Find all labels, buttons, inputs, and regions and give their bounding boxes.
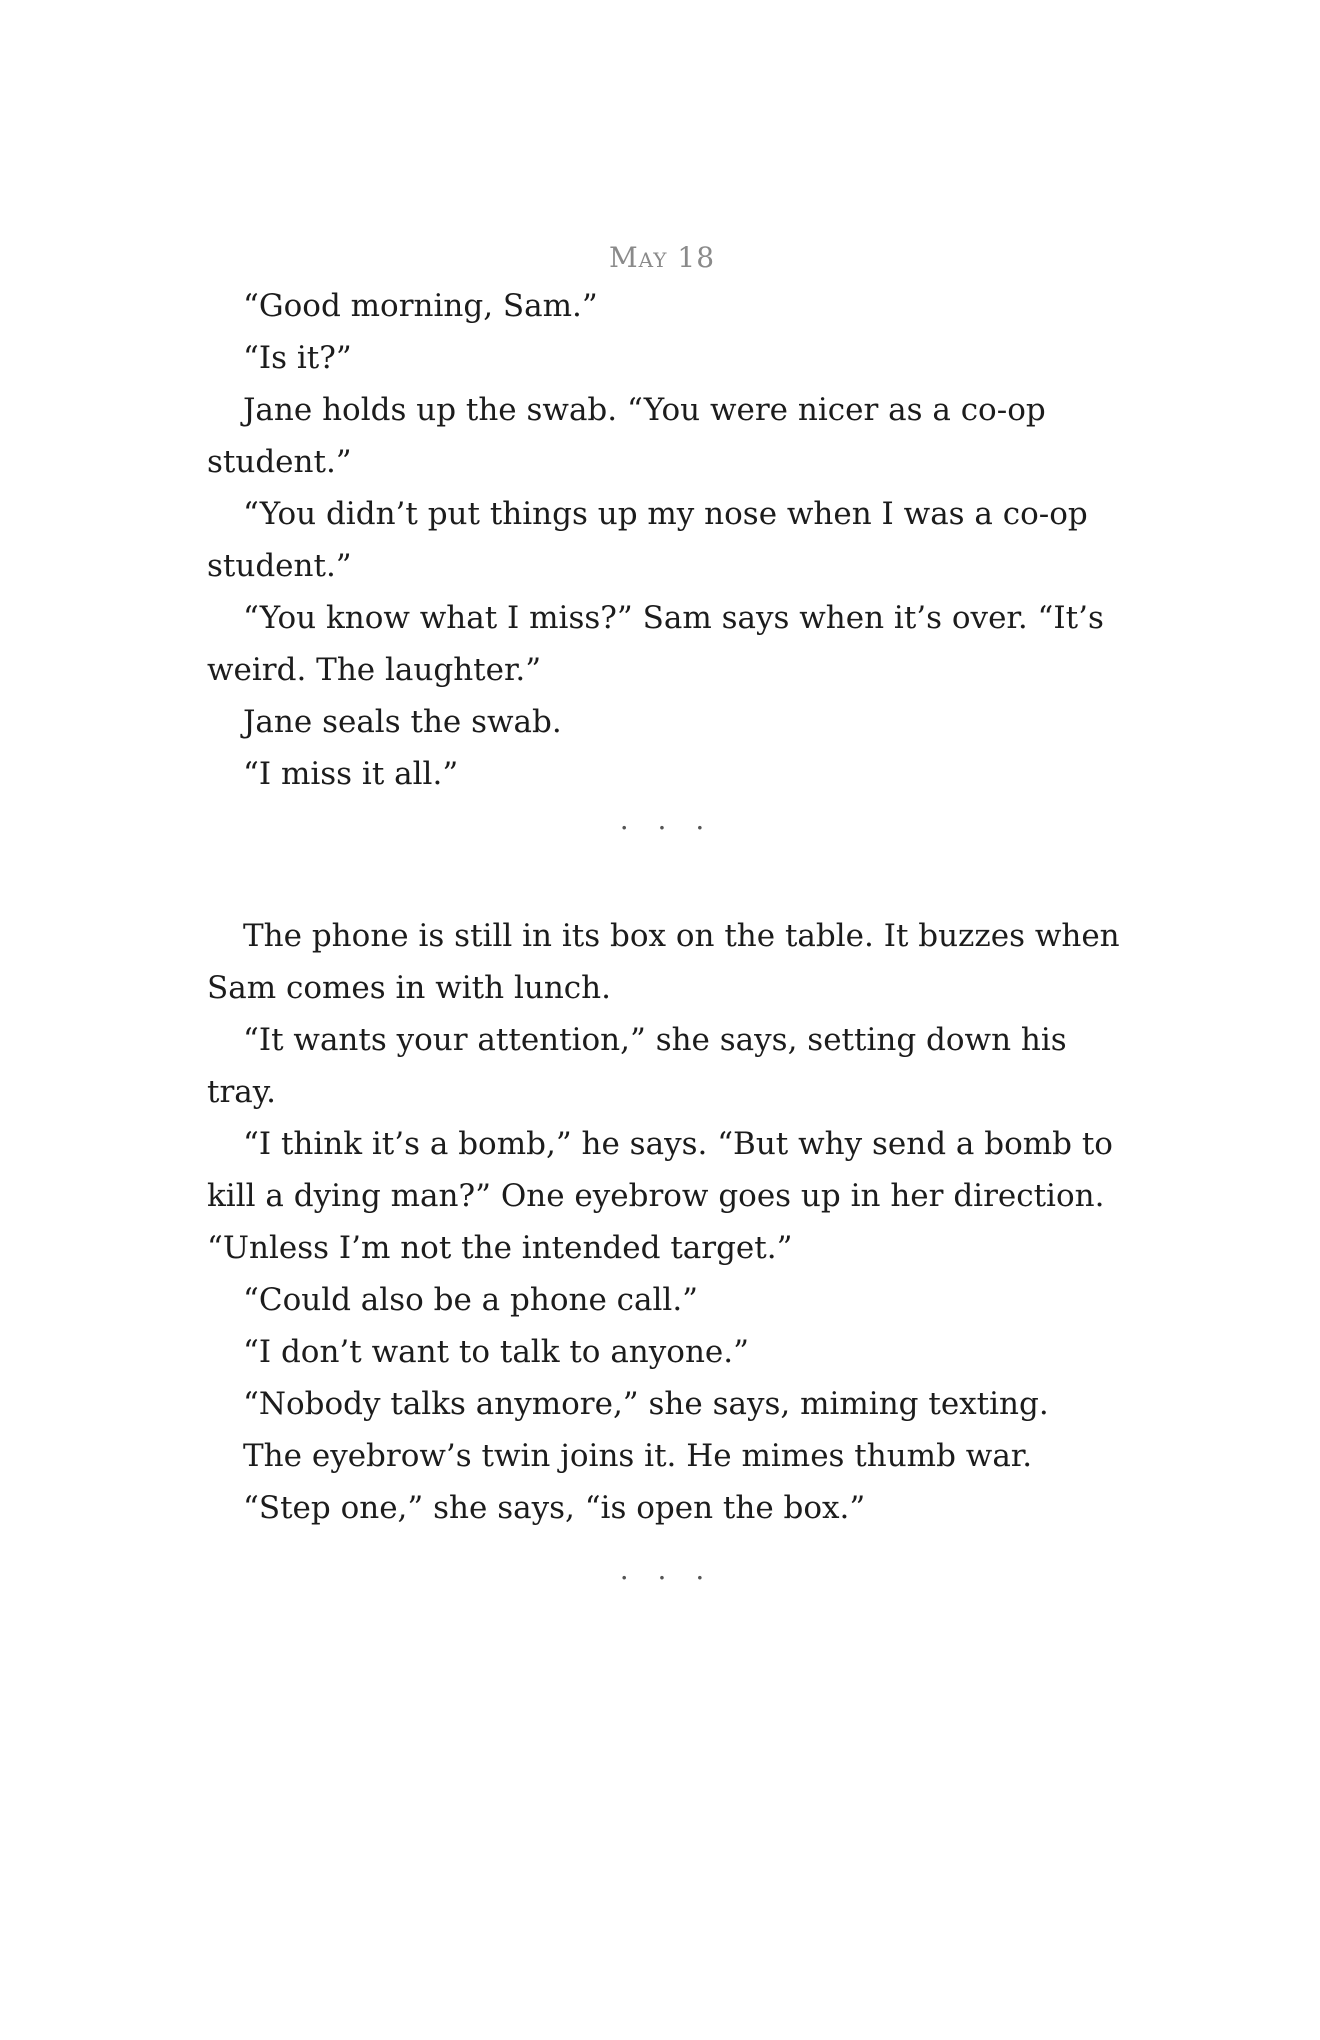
paragraph: Jane seals the swab. — [243, 704, 562, 740]
paragraph: “Good morning, Sam.” — [243, 288, 598, 324]
paragraph: “You know what I miss?” Sam says when it’s over. “It’s weird. The laughter.” — [207, 600, 1104, 688]
paragraph: “Is it?” — [243, 340, 352, 376]
paragraph: “Nobody talks anymore,” she says, miming texting. — [243, 1386, 1049, 1422]
paragraph: “I miss it all.” — [243, 756, 459, 792]
paragraph: “You didn’t put things up my nose when I was a co-op student.” — [207, 496, 1088, 584]
paragraph: “It wants your attention,” she says, setting down his tray. — [207, 1022, 1067, 1110]
scene-two — [207, 910, 1127, 1534]
paragraph: Jane holds up the swab. “You were nicer as a co-op student.” — [207, 392, 1046, 480]
paragraph: “Step one,” she says, “is open the box.” — [243, 1490, 866, 1526]
scene-one — [207, 280, 1127, 800]
paragraph: “Could also be a phone call.” — [243, 1282, 699, 1318]
chapter-date-heading: May 18 — [608, 241, 716, 274]
book-page: May 18 “Good morning, Sam.” “Is it?” Jane holds up the swab. “You were nicer as a co-op student.” “You didn’t put things up my nose when I was a co-op student.” “You know what I miss?” Sam says when it’s over. “It’s weird. The laughter.” Jane seals the swab. “I miss it all.” . . . The phone is still in its box on the table. It buzzes when Sam comes in with lunch. “It wants your attention,” she says, setting down his tray. “I think it’s a bomb,” he says. “But why send a bomb to kill a dying man?” One eyebrow goes up in her direction. “Unless I’m not the intended target.” “Could also be a phone call.” “I don’t want to talk to anyone.” “Nobody talks anymore,” she says, miming texting. The eyebrow’s twin joins it. He mimes thumb war. “Step one,” she says, “is open the box.” . . . — [207, 240, 1127, 288]
paragraph: “I think it’s a bomb,” he says. “But why send a bomb to kill a dying man?” One eyebrow goes up in her direction. “Unless I’m not the intended target.” — [207, 1126, 1113, 1266]
paragraph: “I don’t want to talk to anyone.” — [243, 1334, 749, 1370]
paragraph: The eyebrow’s twin joins it. He mimes thumb war. — [243, 1438, 1033, 1474]
paragraph: The phone is still in its box on the table. It buzzes when Sam comes in with lunch. — [207, 918, 1120, 1006]
